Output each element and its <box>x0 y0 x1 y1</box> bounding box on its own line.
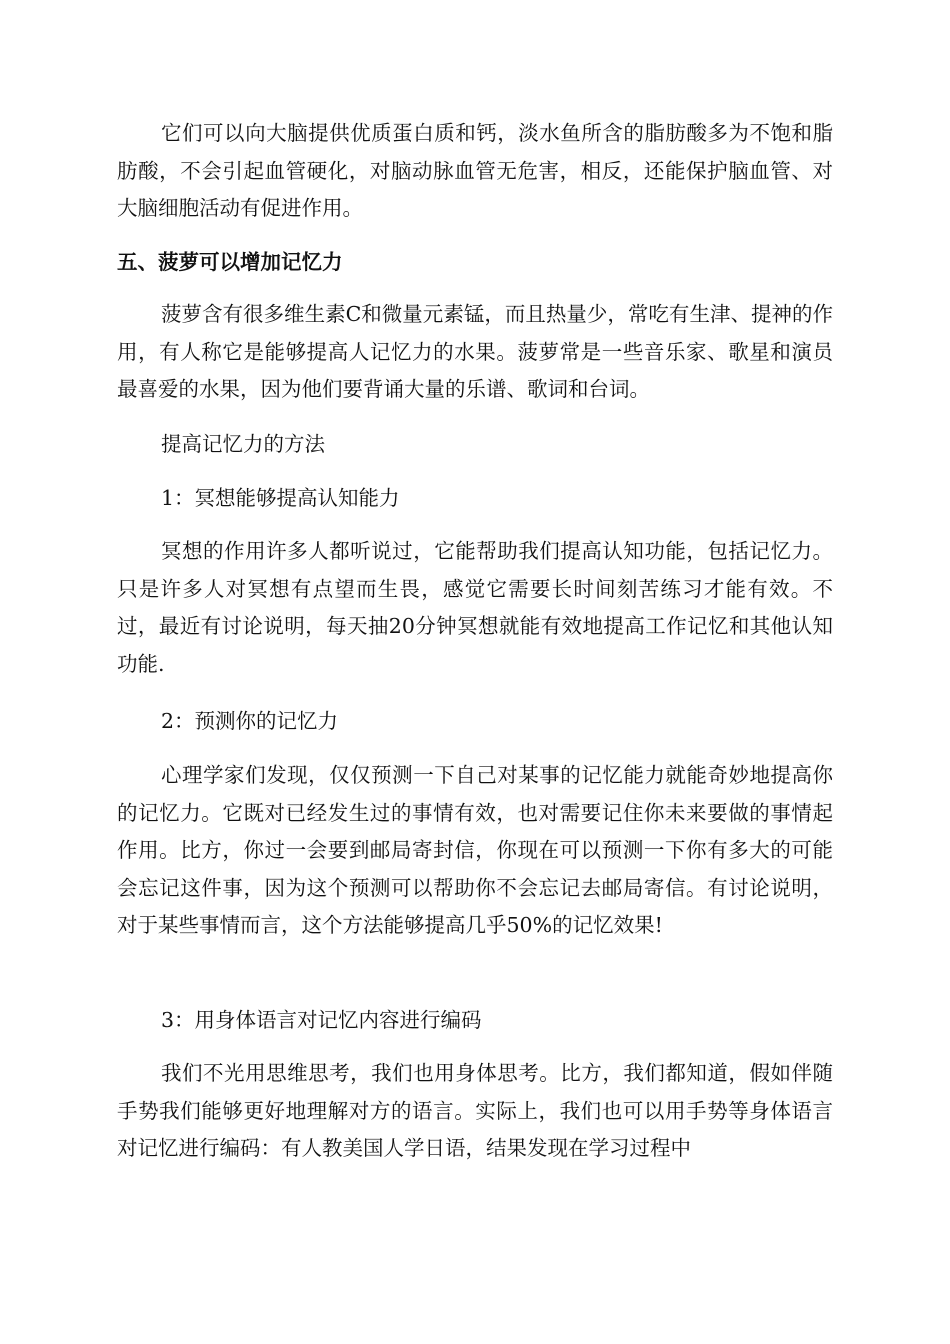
section-heading-pineapple: 五、菠萝可以增加记忆力 <box>117 250 343 274</box>
methods-title: 提高记忆力的方法 <box>161 432 325 456</box>
method-1-body: 冥想的作用许多人都听说过，它能帮助我们提高认知功能，包括记忆力。只是许多人对冥想有点望而生畏，感觉它需要长时间刻苦练习才能有效。不过，最近有讨论说明，每天抽20分钟冥想就能有效地提高工作记忆和其他认知功能. <box>117 539 833 676</box>
method-1-title: 1：冥想能够提高认知能力 <box>161 486 400 510</box>
method-2-title: 2：预测你的记忆力 <box>161 709 339 733</box>
paragraph-pineapple: 菠萝含有很多维生素C和微量元素锰，而且热量少，常吃有生津、提神的作用，有人称它是能够提高人记忆力的水果。菠萝常是一些音乐家、歌星和演员最喜爱的水果，因为他们要背诵大量的乐谱、歌词和台词。 <box>117 302 833 401</box>
method-2-body: 心理学家们发现，仅仅预测一下自己对某事的记忆能力就能奇妙地提高你的记忆力。它既对已经发生过的事情有效，也对需要记住你未来要做的事情起作用。比方，你过一会要到邮局寄封信，你现在可以预测一下你有多大的可能会忘记这件事，因为这个预测可以帮助你不会忘记去邮局寄信。有讨论说明，对于某些事情而言，这个方法能够提高几乎50%的记忆效果! <box>117 763 833 937</box>
method-3-body: 我们不光用思维思考，我们也用身体思考。比方，我们都知道，假如伴随手势我们能够更好地理解对方的语言。实际上，我们也可以用手势等身体语言对记忆进行编码：有人教美国人学日语，结果发现在学习过程中 <box>117 1061 833 1160</box>
method-3-title: 3：用身体语言对记忆内容进行编码 <box>161 1008 482 1032</box>
paragraph-fish-benefits: 它们可以向大脑提供优质蛋白质和钙，淡水鱼所含的脂肪酸多为不饱和脂肪酸，不会引起血管硬化，对脑动脉血管无危害，相反，还能保护脑血管、对大脑细胞活动有促进作用。 <box>117 121 833 220</box>
